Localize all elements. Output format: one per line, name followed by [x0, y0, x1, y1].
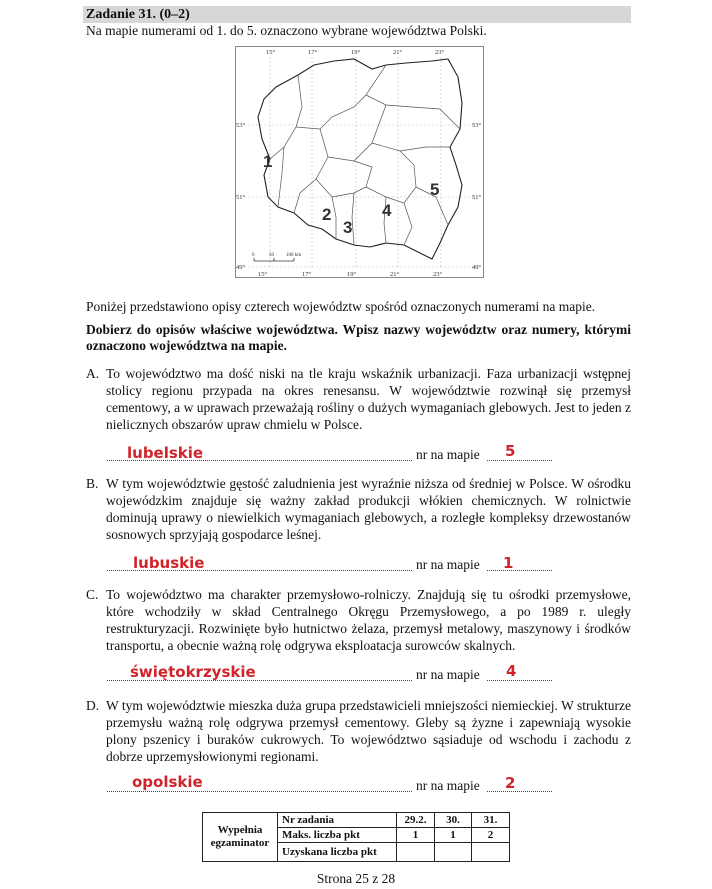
score-row-label: Nr zadania — [278, 813, 397, 828]
answer-name: świętokrzyskie — [130, 663, 256, 681]
country-outline — [258, 59, 462, 259]
score-side-label: Wypełnia egzaminator — [203, 813, 278, 862]
region-number: 3 — [343, 218, 353, 237]
item-text: To województwo ma dość niski na tle kraju wskaźnik urbanizacji. Faza urbanizacji wstępnej stolicy regionu przypada na okres renesansu. W województwie rozwinął się przemysł cementowy, a w uprawach przeważają rośliny o dużych wymaganiach glebowych. Jest to jeden z nielicznych obszarów upraw chmielu w Polsce. — [106, 366, 631, 432]
map-bottom-label: 21° — [390, 271, 400, 277]
score-table — [202, 812, 510, 862]
score-cell: 30. — [435, 813, 472, 828]
score-row-label: Uzyskana liczba pkt — [278, 843, 397, 862]
map-top-label: 17° — [308, 49, 318, 56]
score-cell: 1 — [435, 828, 472, 843]
region-number: 1 — [263, 152, 273, 171]
answer-number: 4 — [506, 662, 517, 680]
description-item — [86, 475, 631, 543]
scale-zero: 0 — [252, 253, 255, 258]
item-text: W tym województwie mieszka duża grupa przedstawicieli mniejszości niemieckiej. W strukturze przemysłu ważną rolę odgrywa przemysł cementowy. Gleby są żyzne i zapewniają wysokie plony pszenicy i buraków cukrowych. To województwo sąsiaduje od wschodu i zachodu z dobrze uprzemysłowionymi regionami. — [106, 698, 631, 764]
answer-field[interactable] — [107, 663, 552, 683]
answer-name: opolskie — [132, 773, 203, 791]
map-left-label: 51° — [236, 194, 246, 201]
nr-label: nr na mapie — [416, 447, 480, 462]
nr-label: nr na mapie — [416, 557, 480, 572]
map-right-label: 49° — [472, 264, 482, 271]
answer-field[interactable] — [107, 553, 552, 573]
scale-mid: 50 — [269, 253, 274, 258]
answer-number: 1 — [503, 554, 514, 572]
answer-number: 2 — [505, 774, 516, 792]
map-right-label: 51° — [472, 194, 482, 201]
map-left-label: 53° — [236, 122, 246, 129]
description-item — [86, 586, 631, 654]
region-number: 5 — [430, 180, 440, 199]
item-text: To województwo ma charakter przemysłowo-rolniczy. Znajdują się tu ośrodki przemysłowe, które wchodziły w skład Centralnego Okręgu Przemysłowego, a po 1989 r. uległy restrukturyzacji. Rozwinięte było hutnictwo żelaza, przemysł metalowy, maszynowy i środków transportu, a obecnie ważną rolę odgrywa eksploatacja surowców skalnych. — [106, 587, 631, 653]
map-top-label: 23° — [435, 49, 445, 56]
map-bottom-label: 19° — [347, 271, 357, 277]
map-bottom-label: 15° — [258, 271, 268, 277]
nr-label: nr na mapie — [416, 778, 480, 793]
poland-map — [235, 46, 484, 278]
score-input-cell[interactable] — [397, 843, 435, 862]
description-item — [86, 697, 631, 765]
name-dotted-line — [107, 791, 412, 792]
score-input-cell[interactable] — [472, 843, 510, 862]
task-header: Zadanie 31. (0–2) — [83, 6, 631, 23]
map-bottom-label: 23° — [433, 271, 443, 277]
item-letter: D. — [86, 698, 100, 713]
answer-field[interactable] — [107, 774, 552, 794]
answer-field[interactable] — [107, 443, 552, 463]
item-text: W tym województwie gęstość zaludnienia jest wyraźnie niższa od średniej w Polsce. W ośrodku wojewódzkim znajduje się ważny zakład produkcji włókien chemicznych. W rolnictwie dominują uprawy o niewielkich wymaganiach glebowych, a rozległe kompleksy drzewostanów sosnowych sprzyjają gospodarce leśnej. — [106, 476, 631, 542]
score-cell: 2 — [472, 828, 510, 843]
description-text: Poniżej przedstawiono opisy czterech województw spośród oznaczonych numerami na mapie. — [86, 299, 596, 314]
number-dotted-line — [487, 460, 552, 461]
task-intro: Na mapie numerami od 1. do 5. oznaczono wybrane województwa Polski. — [86, 23, 487, 38]
instruction-text: Dobierz do opisów właściwe województwa. Wpisz nazwy województw oraz numery, którymi oznaczono województwa na mapie. — [86, 322, 631, 353]
score-input-cell[interactable] — [435, 843, 472, 862]
score-row-label: Maks. liczba pkt — [278, 828, 397, 843]
item-letter: B. — [86, 476, 99, 491]
map-left-label: 49° — [236, 264, 246, 271]
score-cell: 1 — [397, 828, 435, 843]
answer-name: lubelskie — [127, 444, 204, 462]
answer-number: 5 — [505, 442, 516, 460]
scale-end: 100 km — [286, 253, 302, 258]
description-item — [86, 365, 631, 433]
score-cell: 31. — [472, 813, 510, 828]
number-dotted-line — [487, 570, 552, 571]
number-dotted-line — [487, 680, 552, 681]
map-top-label: 21° — [393, 49, 403, 56]
score-cell: 29.2. — [397, 813, 435, 828]
page-footer: Strona 25 z 28 — [316, 871, 396, 886]
answer-name: lubuskie — [133, 554, 205, 572]
item-letter: C. — [86, 587, 99, 602]
number-dotted-line — [487, 791, 552, 792]
nr-label: nr na mapie — [416, 667, 480, 682]
map-top-label: 15° — [266, 49, 276, 56]
map-top-label: 19° — [351, 49, 361, 56]
map-scale-bar — [254, 258, 294, 261]
map-right-label: 53° — [472, 122, 482, 129]
region-number: 4 — [382, 201, 392, 220]
map-bottom-label: 17° — [302, 271, 312, 277]
item-letter: A. — [86, 366, 100, 381]
region-number: 2 — [322, 205, 332, 224]
